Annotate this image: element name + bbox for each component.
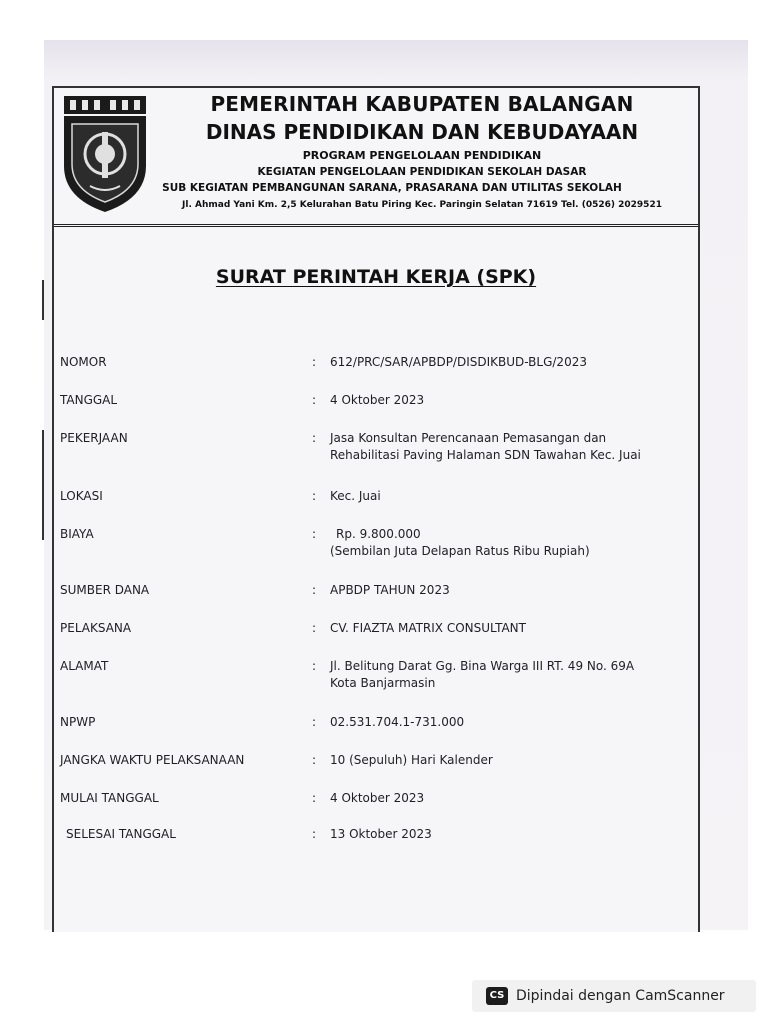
scanner-watermark-text: Dipindai dengan CamScanner: [516, 988, 725, 1004]
field-value-line: APBDP TAHUN 2023: [330, 583, 450, 597]
field-colon: :: [312, 621, 317, 635]
spk-document: [52, 86, 700, 932]
activity-name: KEGIATAN PENGELOLAAN PENDIDIKAN SEKOLAH DASAR: [257, 166, 587, 178]
field-colon: :: [312, 583, 317, 597]
field-value: [330, 582, 690, 599]
field-value: [330, 392, 690, 409]
field-label: NPWP: [60, 715, 96, 729]
field-label: NOMOR: [60, 355, 107, 369]
field-value: [330, 826, 690, 843]
field-value-line: Rehabilitasi Paving Halaman SDN Tawahan Kec. Juai: [330, 448, 641, 462]
letterhead-text: [150, 90, 694, 213]
field-colon: :: [312, 659, 317, 673]
field-value: [330, 620, 690, 637]
scanner-watermark: [472, 980, 756, 1012]
field-value: [330, 430, 690, 464]
scan-edge-mark: [42, 430, 44, 540]
field-value-line: 612/PRC/SAR/APBDP/DISDIKBUD-BLG/2023: [330, 355, 587, 369]
field-value-line: Rp. 9.800.000: [336, 527, 421, 541]
field-value: [330, 488, 690, 505]
field-colon: :: [312, 791, 317, 805]
field-colon: :: [312, 489, 317, 503]
field-value: [330, 354, 690, 371]
field-value: [330, 714, 690, 731]
field-colon: :: [312, 827, 317, 841]
field-colon: :: [312, 355, 317, 369]
field-value-line: CV. FIAZTA MATRIX CONSULTANT: [330, 621, 526, 635]
field-colon: :: [312, 753, 317, 767]
field-value-line: 02.531.704.1-731.000: [330, 715, 465, 729]
field-colon: :: [312, 527, 317, 541]
field-value-line: Kec. Juai: [330, 489, 381, 503]
field-label: ALAMAT: [60, 659, 109, 673]
field-value-line: (Sembilan Juta Delapan Ratus Ribu Rupiah): [330, 544, 590, 558]
camscanner-icon: CS: [486, 987, 508, 1005]
field-value: [330, 790, 690, 807]
field-label: PEKERJAAN: [60, 431, 128, 445]
field-label: LOKASI: [60, 489, 103, 503]
program-name: PROGRAM PENGELOLAAN PENDIDIKAN: [302, 149, 542, 162]
government-name: PEMERINTAH KABUPATEN BALANGAN: [210, 92, 634, 116]
field-label: JANGKA WAKTU PELAKSANAAN: [60, 753, 245, 767]
field-colon: :: [312, 715, 317, 729]
letterhead: [54, 88, 698, 227]
scan-edge-mark: [42, 280, 44, 320]
field-label: SUMBER DANA: [60, 583, 150, 597]
field-value-line: 4 Oktober 2023: [330, 393, 425, 407]
field-label: TANGGAL: [60, 393, 118, 407]
field-label: BIAYA: [60, 527, 94, 541]
department-name: DINAS PENDIDIKAN DAN KEBUDAYAAN: [205, 120, 639, 144]
field-value: [330, 526, 690, 560]
field-label: PELAKSANA: [60, 621, 132, 635]
sub-activity-name: SUB KEGIATAN PEMBANGUNAN SARANA, PRASARANA DAN UTILITAS SEKOLAH: [162, 182, 622, 194]
field-colon: :: [312, 431, 317, 445]
balangan-emblem-icon: [60, 94, 150, 214]
field-value-line: 10 (Sepuluh) Hari Kalender: [330, 753, 493, 767]
field-value-line: Jl. Belitung Darat Gg. Bina Warga III RT. 49 No. 69A: [330, 659, 635, 673]
field-value-line: Kota Banjarmasin: [330, 676, 436, 690]
field-value-line: Jasa Konsultan Perencanaan Pemasangan dan: [330, 431, 607, 445]
field-value-line: 4 Oktober 2023: [330, 791, 425, 805]
field-label: SELESAI TANGGAL: [66, 827, 176, 841]
field-value: [330, 658, 690, 692]
field-label: MULAI TANGGAL: [60, 791, 159, 805]
field-value: [330, 752, 690, 769]
office-address: Jl. Ahmad Yani Km. 2,5 Kelurahan Batu Piring Kec. Paringin Selatan 71619 Tel. (0526) 2029521: [182, 200, 662, 210]
field-colon: :: [312, 393, 317, 407]
field-value-line: 13 Oktober 2023: [330, 827, 432, 841]
document-title: SURAT PERINTAH KERJA (SPK): [215, 266, 537, 288]
